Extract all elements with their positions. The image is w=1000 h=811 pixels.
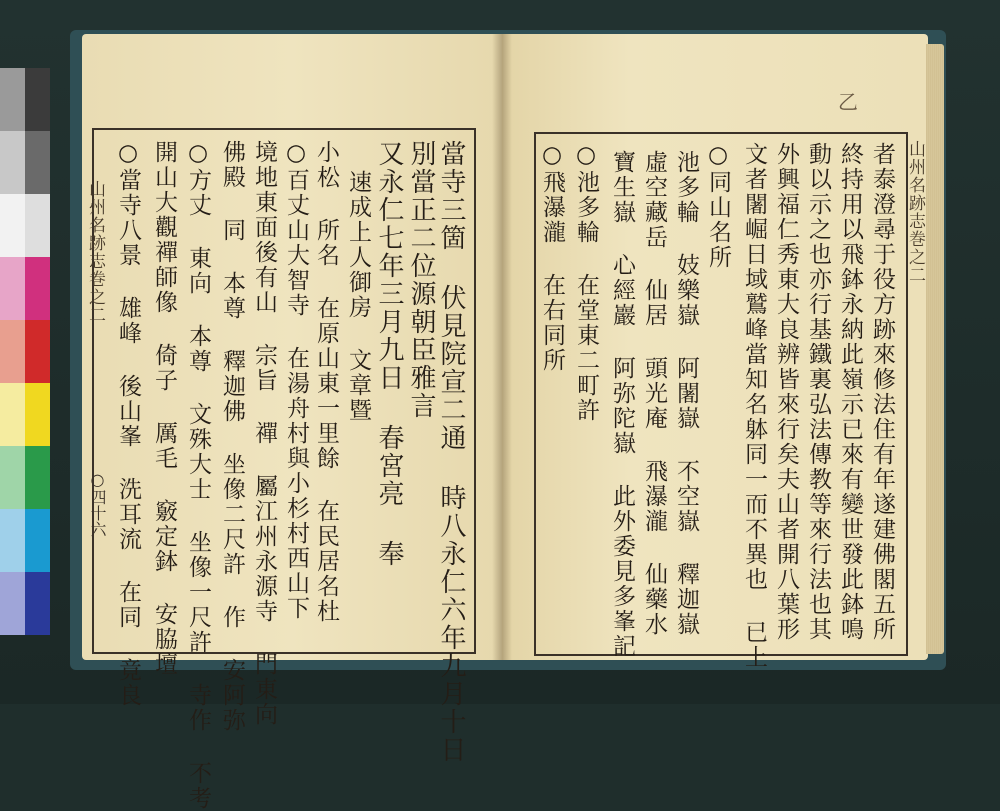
- left-column-11: ○當寺八景 雄峰 後山峯 洗耳流 在同 竟良: [115, 140, 141, 708]
- color-calibration-strip: [0, 68, 50, 636]
- left-column-9: ○方丈 東向 本尊 文殊大士 坐像一尺許 寺作 不考: [185, 140, 211, 811]
- color-patch: [0, 509, 25, 572]
- left-column-1: 當寺三箇 伏見院宣二通 時八永仁六年九月十日: [436, 140, 466, 764]
- color-patch: [25, 383, 50, 446]
- color-patch: [0, 572, 25, 635]
- left-column-10: 開山大觀禪師像 倚子 厲毛 竅定鉢 安脇壇: [151, 140, 177, 677]
- right-column-11: ○飛瀑瀧 在右同所: [539, 142, 565, 373]
- color-patch: [25, 509, 50, 572]
- color-patch: [0, 194, 25, 257]
- left-column-8: 佛殿 同 本尊 釋迦佛 坐像二尺許 作 安阿弥: [219, 140, 245, 733]
- color-patch: [0, 257, 25, 320]
- color-patch: [25, 68, 50, 131]
- right-column-9: 寶生嶽 心經巖 阿弥陀嶽 此外委見多峯記: [609, 150, 635, 659]
- color-patch: [25, 572, 50, 635]
- color-patch: [0, 383, 25, 446]
- page-edges: [926, 44, 944, 654]
- right-column-7: 池多輪 妓樂嶽 阿闍嶽 不空嶽 釋迦嶽: [673, 150, 699, 637]
- color-patch: [25, 194, 50, 257]
- color-patch: [25, 320, 50, 383]
- left-fold-number: ○四十六: [88, 470, 107, 537]
- color-patch: [25, 446, 50, 509]
- left-column-3: 又永仁七年三月九日 春宮亮 奉: [374, 140, 404, 568]
- right-column-4: 外興福仁秀東大良辨皆來行矣夫山者開八葉形: [773, 142, 799, 642]
- right-hashira: 山州名跡志巻之二: [905, 140, 925, 284]
- color-patch: [0, 131, 25, 194]
- right-column-8: 虛空藏岳 仙居 頭光庵 飛瀑瀧 仙藥水: [641, 150, 667, 637]
- left-column-2: 別當正二位源朝臣雅言: [406, 140, 436, 420]
- right-column-1: 者泰澄尋于役方跡來修法住有年遂建佛閣五所: [869, 142, 895, 642]
- right-column-3: 動以示之也亦行基鐵裏弘法傳教等來行法也其: [805, 142, 831, 642]
- left-column-7: 境地東面後有山 宗旨 禪 屬江州永源寺 門東向: [251, 140, 277, 727]
- left-column-5: 小松 所名 在原山東一里餘 在民居名杜: [313, 140, 339, 624]
- color-patch: [0, 446, 25, 509]
- right-column-6: ○同山名所: [705, 142, 731, 270]
- right-column-5: 文者闍崛日域鷲峰當知名躰同一而不異也 已上: [741, 142, 767, 670]
- color-patch: [0, 68, 25, 131]
- right-column-2: 終持用以飛鉢永納此嶺示已來有變世發此鉢鳴: [837, 142, 863, 642]
- right-column-10: ○池多輪 在堂東二町許: [573, 142, 599, 423]
- handwritten-mark: 乙: [838, 90, 858, 114]
- color-patch: [25, 257, 50, 320]
- left-column-4: 速成上人御房 文章暨: [345, 170, 371, 423]
- book-gutter: [492, 34, 512, 660]
- color-patch: [0, 320, 25, 383]
- left-hashira: 山州名跡志巻之二: [85, 180, 105, 324]
- left-column-6: ○百丈山大智寺 在湯舟村與小杉村西山下: [283, 140, 309, 621]
- color-patch: [25, 131, 50, 194]
